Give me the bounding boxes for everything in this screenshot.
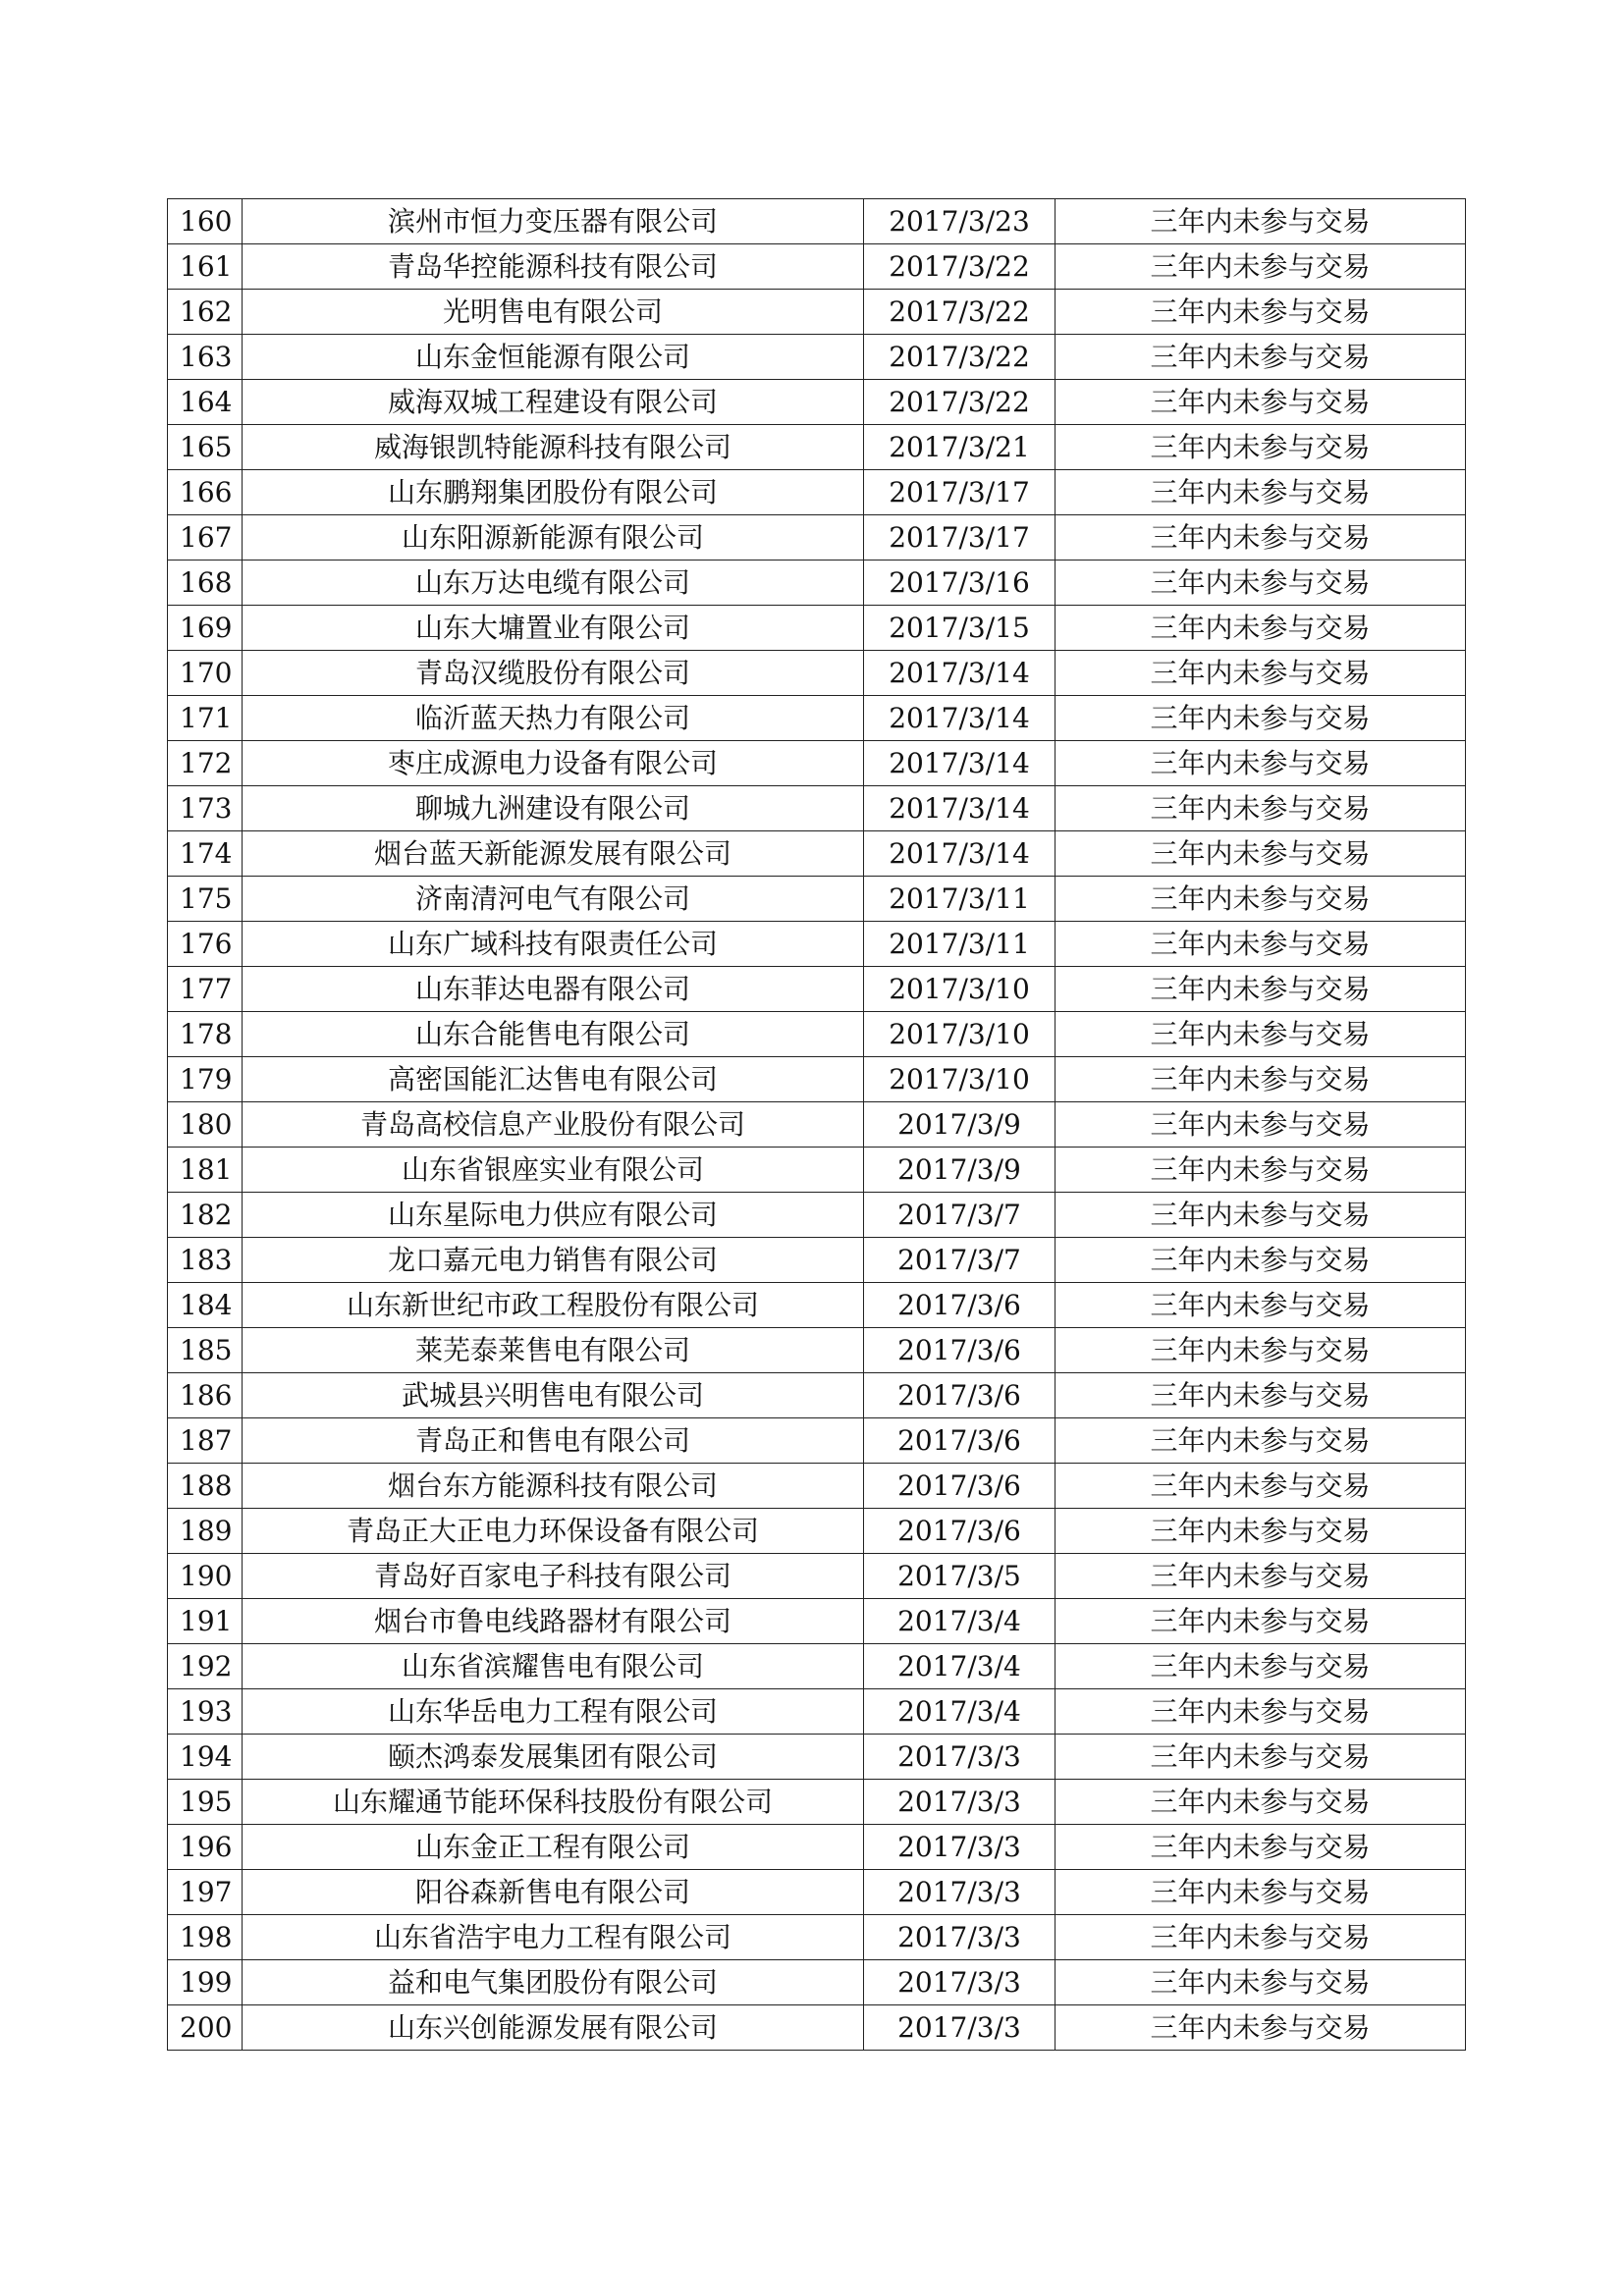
company-name-cell: 山东省浩宇电力工程有限公司 <box>243 1915 864 1960</box>
registration-date-cell: 2017/3/21 <box>864 425 1056 470</box>
registration-date-cell: 2017/3/22 <box>864 380 1056 425</box>
status-cell: 三年内未参与交易 <box>1056 380 1466 425</box>
status-cell: 三年内未参与交易 <box>1056 922 1466 967</box>
company-name-cell: 山东兴创能源发展有限公司 <box>243 2005 864 2051</box>
table-row <box>168 1328 1466 1373</box>
table-row <box>168 1012 1466 1057</box>
company-name-cell: 阳谷森新售电有限公司 <box>243 1870 864 1915</box>
row-index-cell: 173 <box>168 786 243 831</box>
table-row <box>168 199 1466 244</box>
company-name-cell: 烟台市鲁电线路器材有限公司 <box>243 1599 864 1644</box>
row-index-cell: 197 <box>168 1870 243 1915</box>
table-row <box>168 1193 1466 1238</box>
row-index-cell: 188 <box>168 1464 243 1509</box>
table-row <box>168 1960 1466 2005</box>
company-name-cell: 高密国能汇达售电有限公司 <box>243 1057 864 1102</box>
company-name-cell: 青岛正大正电力环保设备有限公司 <box>243 1509 864 1554</box>
row-index-cell: 160 <box>168 199 243 244</box>
company-name-cell: 山东耀通节能环保科技股份有限公司 <box>243 1780 864 1825</box>
status-cell: 三年内未参与交易 <box>1056 1599 1466 1644</box>
row-index-cell: 166 <box>168 470 243 515</box>
status-cell: 三年内未参与交易 <box>1056 244 1466 290</box>
table-row <box>168 1689 1466 1735</box>
status-cell: 三年内未参与交易 <box>1056 1644 1466 1689</box>
row-index-cell: 175 <box>168 877 243 922</box>
table-row <box>168 967 1466 1012</box>
row-index-cell: 193 <box>168 1689 243 1735</box>
table-row <box>168 1238 1466 1283</box>
status-cell: 三年内未参与交易 <box>1056 1825 1466 1870</box>
row-index-cell: 181 <box>168 1148 243 1193</box>
registration-date-cell: 2017/3/3 <box>864 1960 1056 2005</box>
registration-date-cell: 2017/3/3 <box>864 1870 1056 1915</box>
table-row <box>168 2005 1466 2051</box>
company-name-cell: 青岛华控能源科技有限公司 <box>243 244 864 290</box>
table-row <box>168 922 1466 967</box>
row-index-cell: 178 <box>168 1012 243 1057</box>
company-name-cell: 山东鹏翔集团股份有限公司 <box>243 470 864 515</box>
table-row <box>168 335 1466 380</box>
row-index-cell: 180 <box>168 1102 243 1148</box>
table-row <box>168 786 1466 831</box>
row-index-cell: 184 <box>168 1283 243 1328</box>
row-index-cell: 186 <box>168 1373 243 1418</box>
registration-date-cell: 2017/3/6 <box>864 1418 1056 1464</box>
table-row <box>168 1870 1466 1915</box>
company-name-cell: 山东菲达电器有限公司 <box>243 967 864 1012</box>
company-name-cell: 山东广域科技有限责任公司 <box>243 922 864 967</box>
status-cell: 三年内未参与交易 <box>1056 1283 1466 1328</box>
table-row <box>168 515 1466 561</box>
company-name-cell: 莱芜泰莱售电有限公司 <box>243 1328 864 1373</box>
row-index-cell: 176 <box>168 922 243 967</box>
registration-date-cell: 2017/3/3 <box>864 2005 1056 2051</box>
registration-date-cell: 2017/3/6 <box>864 1328 1056 1373</box>
registration-date-cell: 2017/3/10 <box>864 1012 1056 1057</box>
company-name-cell: 烟台东方能源科技有限公司 <box>243 1464 864 1509</box>
row-index-cell: 191 <box>168 1599 243 1644</box>
table-row <box>168 1418 1466 1464</box>
company-name-cell: 武城县兴明售电有限公司 <box>243 1373 864 1418</box>
registration-date-cell: 2017/3/3 <box>864 1915 1056 1960</box>
status-cell: 三年内未参与交易 <box>1056 1418 1466 1464</box>
registration-date-cell: 2017/3/17 <box>864 470 1056 515</box>
status-cell: 三年内未参与交易 <box>1056 1057 1466 1102</box>
table-row <box>168 1464 1466 1509</box>
row-index-cell: 182 <box>168 1193 243 1238</box>
registration-date-cell: 2017/3/4 <box>864 1599 1056 1644</box>
status-cell: 三年内未参与交易 <box>1056 1148 1466 1193</box>
row-index-cell: 196 <box>168 1825 243 1870</box>
table-row <box>168 1599 1466 1644</box>
status-cell: 三年内未参与交易 <box>1056 1193 1466 1238</box>
company-name-cell: 山东大墉置业有限公司 <box>243 606 864 651</box>
table-row <box>168 877 1466 922</box>
status-cell: 三年内未参与交易 <box>1056 967 1466 1012</box>
company-name-cell: 山东阳源新能源有限公司 <box>243 515 864 561</box>
status-cell: 三年内未参与交易 <box>1056 1960 1466 2005</box>
row-index-cell: 163 <box>168 335 243 380</box>
registration-date-cell: 2017/3/3 <box>864 1780 1056 1825</box>
row-index-cell: 174 <box>168 831 243 877</box>
row-index-cell: 185 <box>168 1328 243 1373</box>
company-name-cell: 聊城九洲建设有限公司 <box>243 786 864 831</box>
status-cell: 三年内未参与交易 <box>1056 425 1466 470</box>
row-index-cell: 179 <box>168 1057 243 1102</box>
table-row <box>168 425 1466 470</box>
table-row <box>168 470 1466 515</box>
registration-date-cell: 2017/3/3 <box>864 1825 1056 1870</box>
company-name-cell: 青岛高校信息产业股份有限公司 <box>243 1102 864 1148</box>
status-cell: 三年内未参与交易 <box>1056 1554 1466 1599</box>
status-cell: 三年内未参与交易 <box>1056 335 1466 380</box>
status-cell: 三年内未参与交易 <box>1056 1102 1466 1148</box>
table-row <box>168 831 1466 877</box>
row-index-cell: 183 <box>168 1238 243 1283</box>
table-row <box>168 290 1466 335</box>
status-cell: 三年内未参与交易 <box>1056 2005 1466 2051</box>
row-index-cell: 177 <box>168 967 243 1012</box>
row-index-cell: 165 <box>168 425 243 470</box>
registration-date-cell: 2017/3/10 <box>864 967 1056 1012</box>
row-index-cell: 198 <box>168 1915 243 1960</box>
company-name-cell: 山东金恒能源有限公司 <box>243 335 864 380</box>
company-name-cell: 山东万达电缆有限公司 <box>243 561 864 606</box>
status-cell: 三年内未参与交易 <box>1056 470 1466 515</box>
registration-date-cell: 2017/3/14 <box>864 831 1056 877</box>
status-cell: 三年内未参与交易 <box>1056 1915 1466 1960</box>
registration-date-cell: 2017/3/22 <box>864 335 1056 380</box>
company-name-cell: 青岛正和售电有限公司 <box>243 1418 864 1464</box>
company-name-cell: 山东金正工程有限公司 <box>243 1825 864 1870</box>
row-index-cell: 162 <box>168 290 243 335</box>
registration-date-cell: 2017/3/14 <box>864 741 1056 786</box>
row-index-cell: 167 <box>168 515 243 561</box>
table-row <box>168 1509 1466 1554</box>
company-name-cell: 山东星际电力供应有限公司 <box>243 1193 864 1238</box>
company-name-cell: 济南清河电气有限公司 <box>243 877 864 922</box>
registration-date-cell: 2017/3/15 <box>864 606 1056 651</box>
row-index-cell: 170 <box>168 651 243 696</box>
status-cell: 三年内未参与交易 <box>1056 696 1466 741</box>
table-row <box>168 651 1466 696</box>
table-row <box>168 1735 1466 1780</box>
registration-date-cell: 2017/3/4 <box>864 1689 1056 1735</box>
status-cell: 三年内未参与交易 <box>1056 1373 1466 1418</box>
company-name-cell: 山东省银座实业有限公司 <box>243 1148 864 1193</box>
company-name-cell: 龙口嘉元电力销售有限公司 <box>243 1238 864 1283</box>
row-index-cell: 194 <box>168 1735 243 1780</box>
table-row <box>168 1283 1466 1328</box>
registration-date-cell: 2017/3/22 <box>864 290 1056 335</box>
registration-date-cell: 2017/3/5 <box>864 1554 1056 1599</box>
company-name-cell: 益和电气集团股份有限公司 <box>243 1960 864 2005</box>
table-row <box>168 1915 1466 1960</box>
row-index-cell: 187 <box>168 1418 243 1464</box>
registration-date-cell: 2017/3/7 <box>864 1193 1056 1238</box>
status-cell: 三年内未参与交易 <box>1056 606 1466 651</box>
status-cell: 三年内未参与交易 <box>1056 1689 1466 1735</box>
company-name-cell: 山东省滨耀售电有限公司 <box>243 1644 864 1689</box>
status-cell: 三年内未参与交易 <box>1056 1870 1466 1915</box>
row-index-cell: 169 <box>168 606 243 651</box>
row-index-cell: 189 <box>168 1509 243 1554</box>
status-cell: 三年内未参与交易 <box>1056 831 1466 877</box>
table-row <box>168 380 1466 425</box>
status-cell: 三年内未参与交易 <box>1056 877 1466 922</box>
row-index-cell: 161 <box>168 244 243 290</box>
records-table-body <box>168 199 1466 2051</box>
registration-date-cell: 2017/3/9 <box>864 1148 1056 1193</box>
status-cell: 三年内未参与交易 <box>1056 1012 1466 1057</box>
registration-date-cell: 2017/3/22 <box>864 244 1056 290</box>
registration-date-cell: 2017/3/3 <box>864 1735 1056 1780</box>
row-index-cell: 192 <box>168 1644 243 1689</box>
registration-date-cell: 2017/3/14 <box>864 696 1056 741</box>
table-row <box>168 1644 1466 1689</box>
status-cell: 三年内未参与交易 <box>1056 741 1466 786</box>
company-name-cell: 枣庄成源电力设备有限公司 <box>243 741 864 786</box>
status-cell: 三年内未参与交易 <box>1056 1464 1466 1509</box>
table-row <box>168 1057 1466 1102</box>
row-index-cell: 172 <box>168 741 243 786</box>
row-index-cell: 164 <box>168 380 243 425</box>
status-cell: 三年内未参与交易 <box>1056 786 1466 831</box>
registration-date-cell: 2017/3/23 <box>864 199 1056 244</box>
status-cell: 三年内未参与交易 <box>1056 1780 1466 1825</box>
registration-date-cell: 2017/3/6 <box>864 1283 1056 1328</box>
status-cell: 三年内未参与交易 <box>1056 199 1466 244</box>
table-row <box>168 606 1466 651</box>
row-index-cell: 195 <box>168 1780 243 1825</box>
registration-date-cell: 2017/3/9 <box>864 1102 1056 1148</box>
table-row <box>168 1780 1466 1825</box>
row-index-cell: 200 <box>168 2005 243 2051</box>
registration-date-cell: 2017/3/17 <box>864 515 1056 561</box>
company-name-cell: 颐杰鸿泰发展集团有限公司 <box>243 1735 864 1780</box>
status-cell: 三年内未参与交易 <box>1056 1509 1466 1554</box>
row-index-cell: 190 <box>168 1554 243 1599</box>
status-cell: 三年内未参与交易 <box>1056 1735 1466 1780</box>
table-row <box>168 1148 1466 1193</box>
table-row <box>168 696 1466 741</box>
table-row <box>168 561 1466 606</box>
table-row <box>168 1373 1466 1418</box>
status-cell: 三年内未参与交易 <box>1056 1238 1466 1283</box>
registration-date-cell: 2017/3/7 <box>864 1238 1056 1283</box>
registration-date-cell: 2017/3/14 <box>864 786 1056 831</box>
records-table <box>167 198 1466 2051</box>
company-name-cell: 临沂蓝天热力有限公司 <box>243 696 864 741</box>
row-index-cell: 171 <box>168 696 243 741</box>
company-name-cell: 青岛好百家电子科技有限公司 <box>243 1554 864 1599</box>
company-name-cell: 山东华岳电力工程有限公司 <box>243 1689 864 1735</box>
table-row <box>168 1102 1466 1148</box>
registration-date-cell: 2017/3/6 <box>864 1373 1056 1418</box>
company-name-cell: 烟台蓝天新能源发展有限公司 <box>243 831 864 877</box>
status-cell: 三年内未参与交易 <box>1056 515 1466 561</box>
company-name-cell: 光明售电有限公司 <box>243 290 864 335</box>
status-cell: 三年内未参与交易 <box>1056 1328 1466 1373</box>
company-name-cell: 山东新世纪市政工程股份有限公司 <box>243 1283 864 1328</box>
registration-date-cell: 2017/3/4 <box>864 1644 1056 1689</box>
status-cell: 三年内未参与交易 <box>1056 290 1466 335</box>
table-row <box>168 1554 1466 1599</box>
registration-date-cell: 2017/3/6 <box>864 1509 1056 1554</box>
registration-date-cell: 2017/3/11 <box>864 922 1056 967</box>
row-index-cell: 199 <box>168 1960 243 2005</box>
registration-date-cell: 2017/3/16 <box>864 561 1056 606</box>
company-name-cell: 威海银凯特能源科技有限公司 <box>243 425 864 470</box>
company-name-cell: 威海双城工程建设有限公司 <box>243 380 864 425</box>
status-cell: 三年内未参与交易 <box>1056 651 1466 696</box>
row-index-cell: 168 <box>168 561 243 606</box>
company-name-cell: 山东合能售电有限公司 <box>243 1012 864 1057</box>
company-name-cell: 青岛汉缆股份有限公司 <box>243 651 864 696</box>
registration-date-cell: 2017/3/6 <box>864 1464 1056 1509</box>
status-cell: 三年内未参与交易 <box>1056 561 1466 606</box>
registration-date-cell: 2017/3/10 <box>864 1057 1056 1102</box>
table-row <box>168 1825 1466 1870</box>
table-row <box>168 244 1466 290</box>
registration-date-cell: 2017/3/14 <box>864 651 1056 696</box>
registration-date-cell: 2017/3/11 <box>864 877 1056 922</box>
company-name-cell: 滨州市恒力变压器有限公司 <box>243 199 864 244</box>
table-row <box>168 741 1466 786</box>
